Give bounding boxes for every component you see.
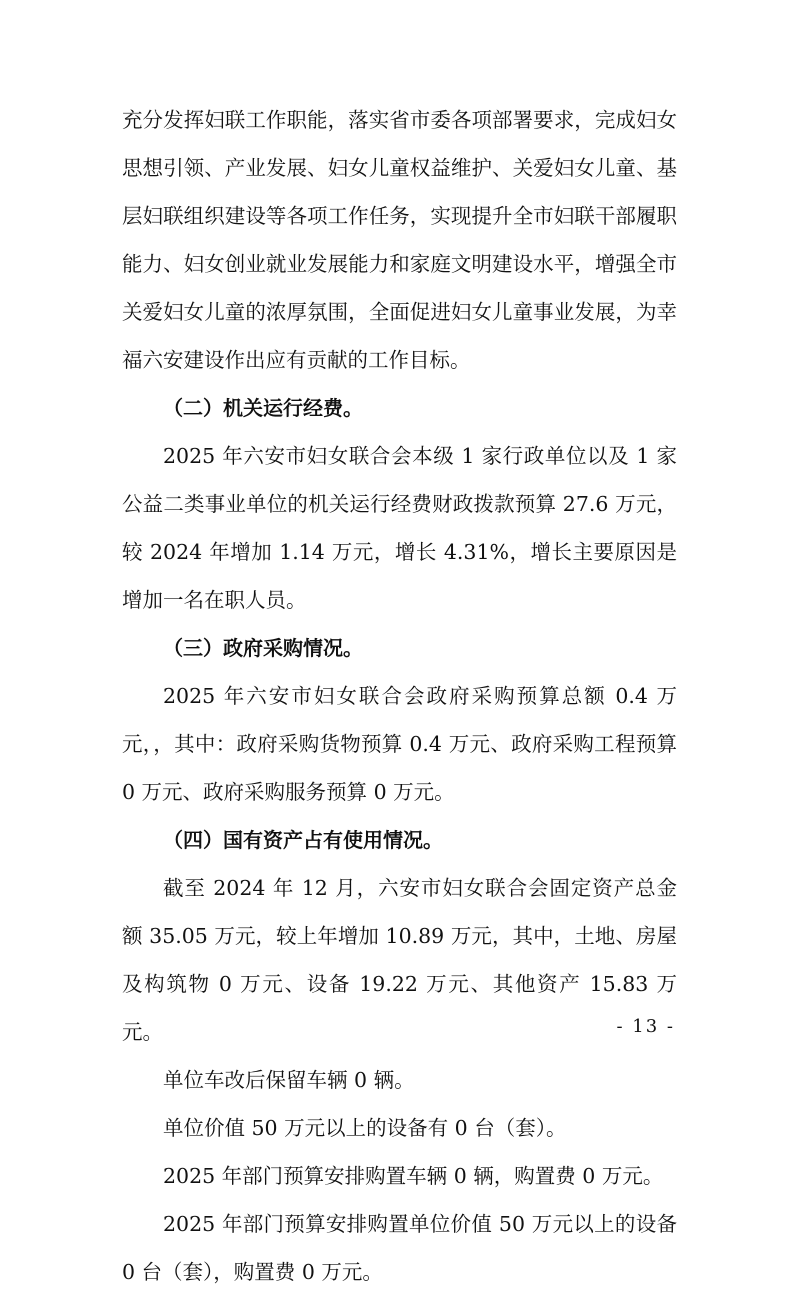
paragraph-equipment-count: 单位价值 50 万元以上的设备有 0 台（套）。 bbox=[163, 1116, 567, 1140]
heading-government-procurement: （三）政府采购情况。 bbox=[163, 636, 363, 660]
paragraph-work-goals: 充分发挥妇联工作职能，落实省市委各项部署要求，完成妇女思想引领、产业发展、妇女儿童权益维护、关爱妇女儿童、基层妇联组织建设等各项工作任务，实现提升全市妇联干部履职能力、妇女创业就业发展能力和家庭文明建设水平，增强全市关爱妇女儿童的浓厚氛围，全面促进妇女儿童事业发展，为幸福六安建设作出应有贡献的工作目标。 bbox=[122, 108, 677, 372]
heading-state-assets: （四）国有资产占有使用情况。 bbox=[163, 828, 443, 852]
page-number: - 13 - bbox=[616, 1016, 675, 1037]
body-text bbox=[122, 96, 677, 1296]
paragraph-state-assets: 截至 2024 年 12 月，六安市妇女联合会固定资产总金额 35.05 万元，较上年增加 10.89 万元，其中，土地、房屋及构筑物 0 万元、设备 19.22 万元、其他资产 15.83 万元。 bbox=[122, 876, 677, 1044]
paragraph-operating-expenses: 2025 年六安市妇女联合会本级 1 家行政单位以及 1 家公益二类事业单位的机关运行经费财政拨款预算 27.6 万元，较 2024 年增加 1.14 万元，增长 4.31%，增长主要原因是增加一名在职人员。 bbox=[122, 444, 677, 612]
paragraph-vehicles-retained: 单位车改后保留车辆 0 辆。 bbox=[163, 1068, 415, 1092]
heading-operating-expenses: （二）机关运行经费。 bbox=[163, 396, 363, 420]
paragraph-vehicle-purchase: 2025 年部门预算安排购置车辆 0 辆，购置费 0 万元。 bbox=[163, 1164, 664, 1188]
paragraph-equipment-purchase: 2025 年部门预算安排购置单位价值 50 万元以上的设备 0 台（套），购置费 0 万元。 bbox=[122, 1212, 677, 1284]
paragraph-government-procurement: 2025 年六安市妇女联合会政府采购预算总额 0.4 万元，，其中：政府采购货物预算 0.4 万元、政府采购工程预算 0 万元、政府采购服务预算 0 万元。 bbox=[122, 684, 677, 804]
